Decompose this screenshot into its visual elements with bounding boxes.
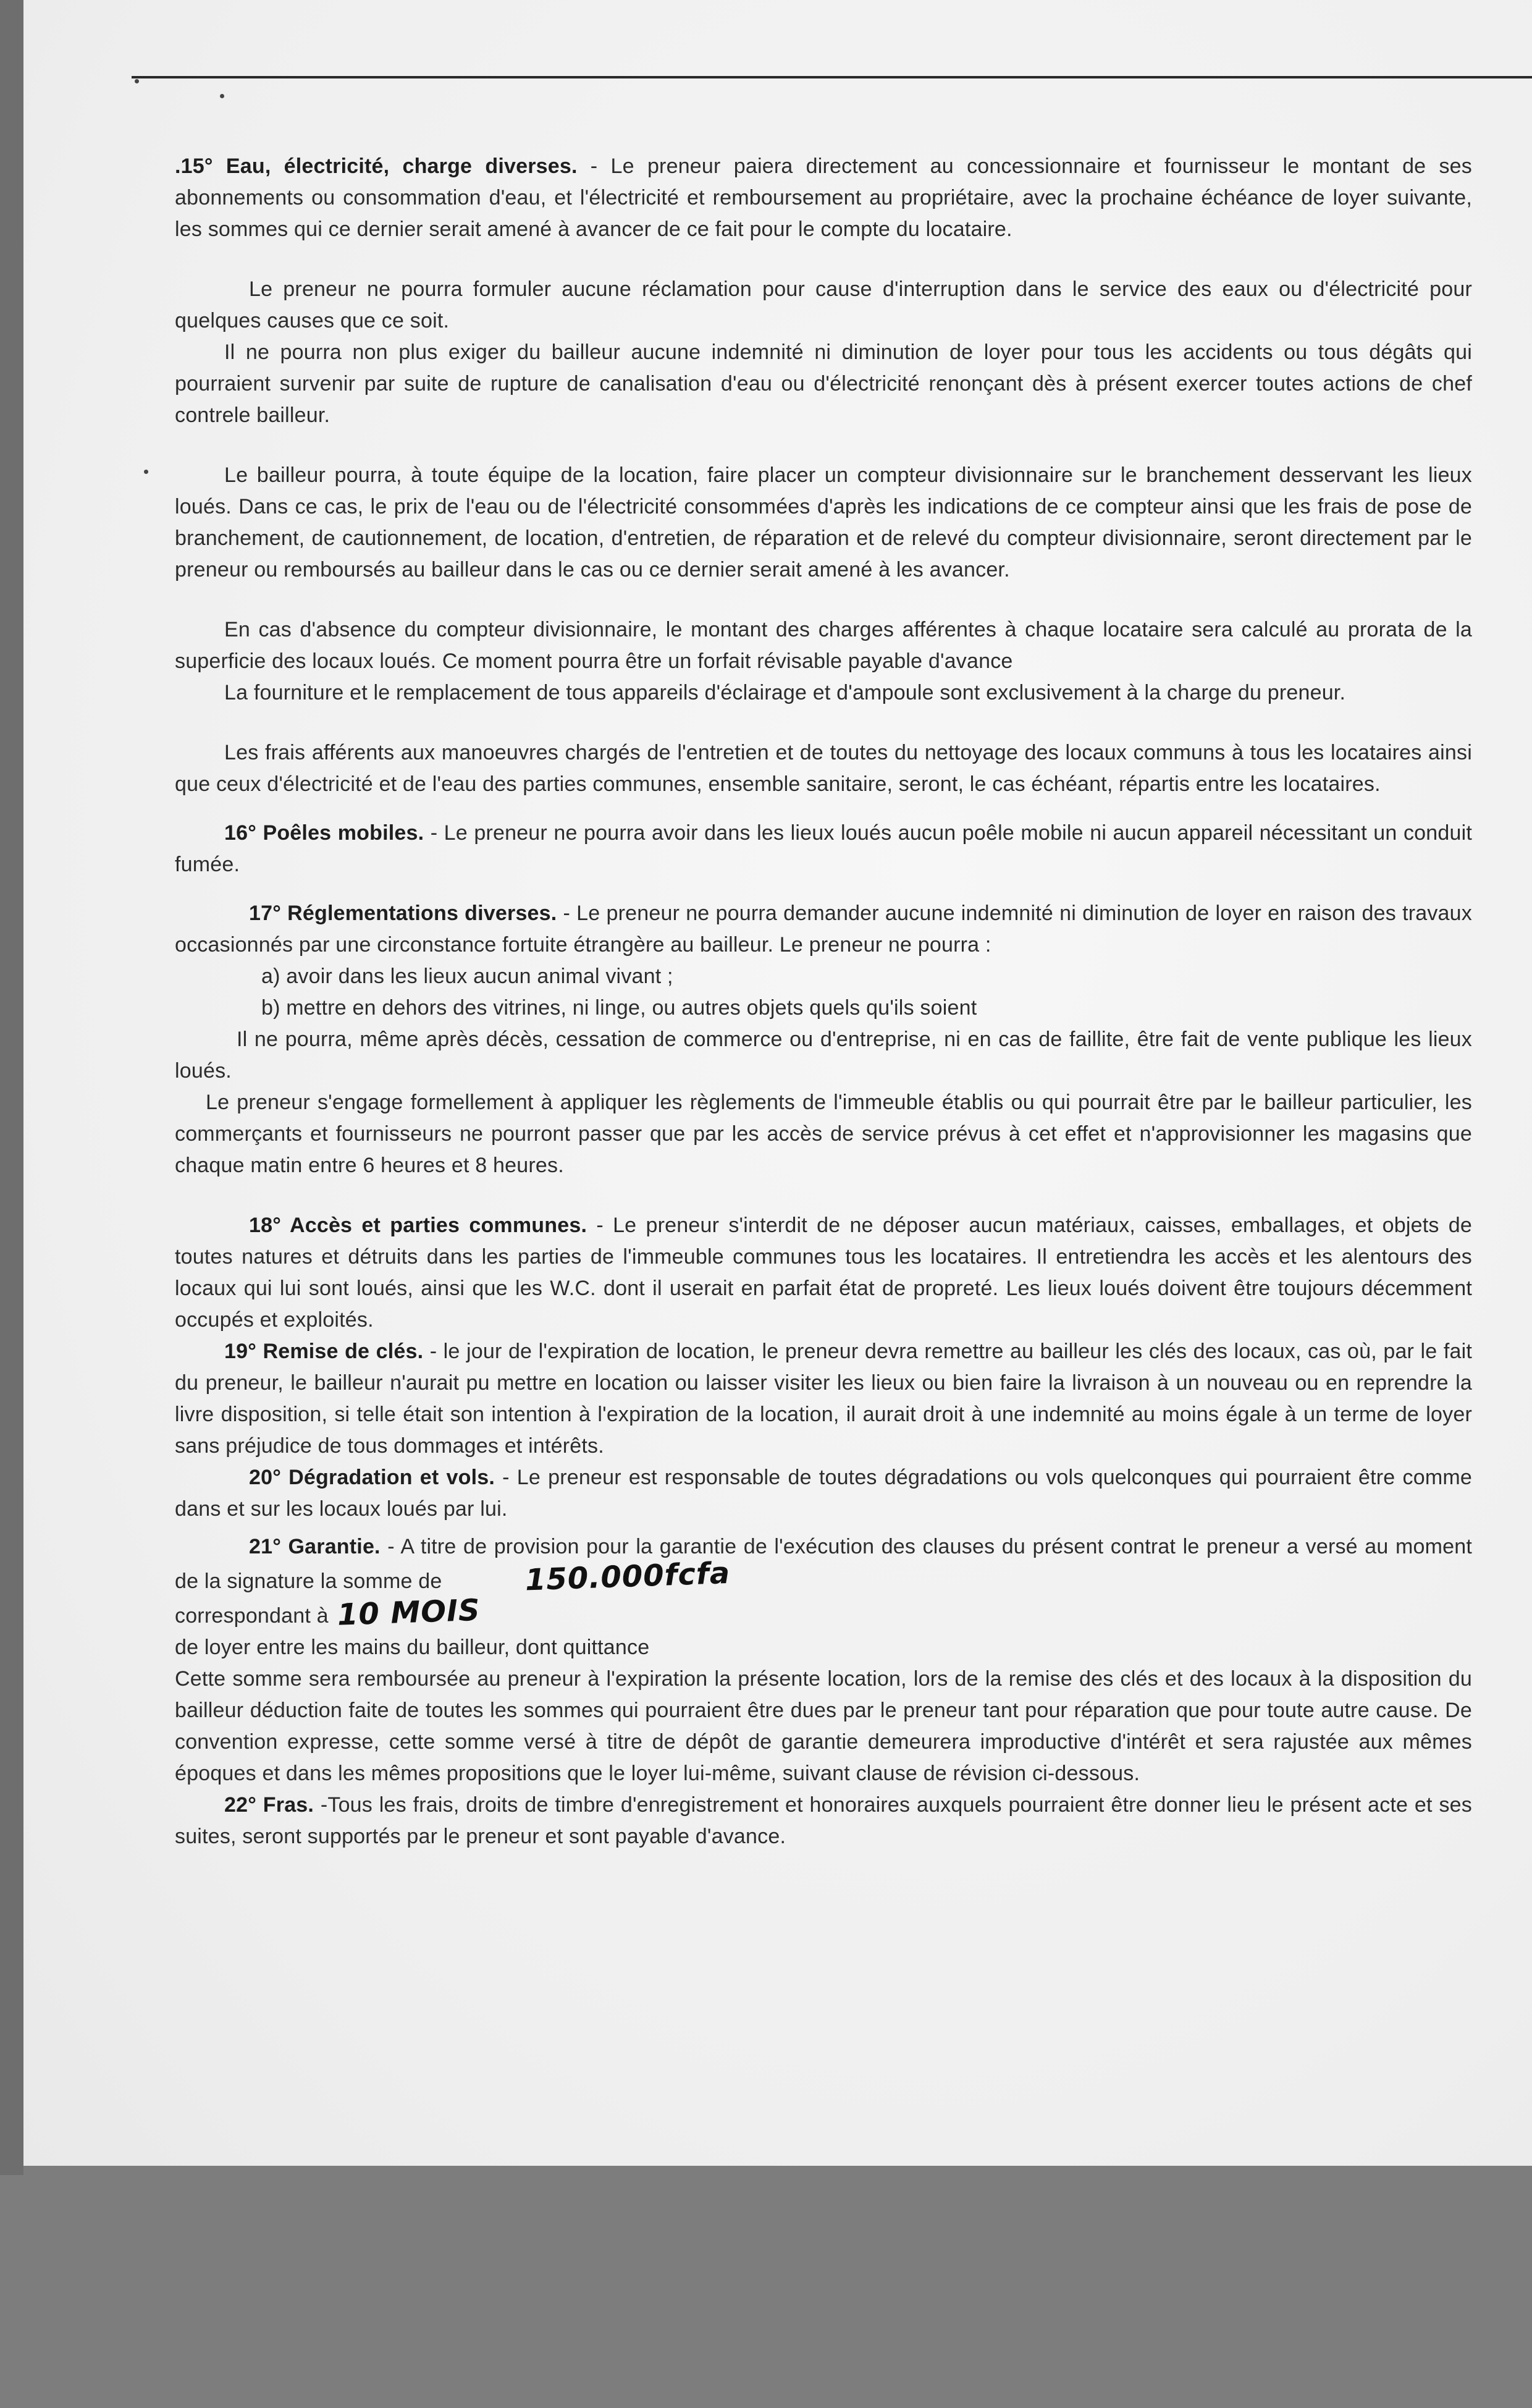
clause-heading: 17° Réglementations diverses. xyxy=(249,902,557,925)
clause-heading: .15° Eau, électricité, charge diverses. xyxy=(175,154,578,178)
paragraph: Il ne pourra, même après décès, cessation de commerce ou d'entreprise, ni en cas de faillite, être fait de vente publique les lieux loués. xyxy=(175,1028,1472,1083)
clause-text: -Tous les frais, droits de timbre d'enregistrement et honoraires auxquels pourraient être donner lieu le présent acte et ses suites, seront supportés par le preneur et sont payable d'avance. xyxy=(175,1793,1472,1848)
paragraph: Le preneur s'engage formellement à appliquer les règlements de l'immeuble établis ou qui pourrait être par le bailleur particulier, les commerçants et fournisseurs ne pourront passer que par les accès de service prévus à cet effet et n'approvisionner les magasins que chaque matin entre 6 heures et 8 heures. xyxy=(175,1091,1472,1177)
contract-text xyxy=(175,151,1472,1852)
paragraph: Cette somme sera remboursée au preneur à l'expiration la présente location, lors de la remise des clés et des locaux à la disposition du bailleur déduction faite de toutes les sommes qui pourraient être dues par le preneur tant pour réparation que pour toute autre cause. De convention expresse, cette somme versé à titre de dépôt de garantie demeurera improductive d'intérêt et sera rajustée aux mêmes époques et dans les mêmes propositions que le loyer lui-même, suivant clause de révision ci-dessous. xyxy=(175,1667,1472,1785)
paragraph: Les frais afférents aux manoeuvres chargés de l'entretien et de toutes du nettoyage des locaux communs à tous les locataires ainsi que ceux d'électricité et de l'eau des parties communes, ensemble sanitaire, seront, le cas échéant, répartis entre les locataires. xyxy=(175,741,1472,796)
clause-17 xyxy=(175,898,1472,961)
paragraph: En cas d'absence du compteur divisionnaire, le montant des charges afférentes à chaque locataire sera calculé au prorata de la superficie des locaux loués. Ce moment pourra être un forfait révisable payable d'avance xyxy=(175,618,1472,673)
list-item: a) avoir dans les lieux aucun animal vivant ; xyxy=(261,965,673,988)
paragraph: de loyer entre les mains du bailleur, dont quittance xyxy=(175,1636,650,1659)
clause-text: - Le preneur s'interdit de ne déposer aucun matériaux, caisses, emballages, et objets de toutes natures et détruits dans les parties de l'immeuble communes tous les locataires. Il entretiendra les accès et les alentours des locaux qui lui sont loués, ainsi que les W.C. dont il userait en parfait état de propreté. Les lieux loués doivent être toujours décemment occupés et exploités. xyxy=(175,1214,1472,1332)
clause-text: - Le preneur ne pourra demander aucune indemnité ni diminution de loyer en raison des travaux occasionnés par une circonstance fortuite étrangère au bailleur. Le preneur ne pourra : xyxy=(175,902,1472,957)
clause-16 xyxy=(175,817,1472,881)
clause-heading: 20° Dégradation et vols. xyxy=(249,1466,495,1489)
clause-20 xyxy=(175,1462,1472,1525)
clause-text: - le jour de l'expiration de location, le preneur devra remettre au bailleur les clés des locaux, cas où, par le fait du preneur, le bailleur n'aurait pu mettre en location ou laisser visiter les lieux ou bien faire la livraison à un nouveau ou en reprendre la livre disposition, si telle était son intention à l'expiration de la location, il aurait droit à une indemnité au moins égale à un terme de loyer sans préjudice de tous dommages et intérêts. xyxy=(175,1340,1472,1458)
paragraph: Le preneur ne pourra formuler aucune réclamation pour cause d'interruption dans le service des eaux ou d'électricité pour quelques causes que ce soit. xyxy=(175,277,1472,332)
clause-21 xyxy=(175,1531,1472,1597)
clause-heading: 18° Accès et parties communes. xyxy=(249,1214,587,1237)
handwritten-months: 10 MOIS xyxy=(336,1592,481,1633)
scan-speck xyxy=(220,94,224,98)
corresponding-line xyxy=(175,1592,1472,1633)
clause-text: - Le preneur ne pourra avoir dans les lieux loués aucun poêle mobile ni aucun appareil nécessitant un conduit fumée. xyxy=(175,821,1472,876)
clause-heading: 19° Remise de clés. xyxy=(224,1340,424,1363)
paragraph: Le bailleur pourra, à toute équipe de la location, faire placer un compteur divisionnaire sur le branchement desservant les lieux loués. Dans ce cas, le prix de l'eau ou de l'électricité consommées d'après les indications de ce compteur ainsi que les frais de pose de branchement, de cautionnement, de location, d'entretien, de réparation et de relevé du compteur divisionnaire, seront directement par le preneur ou remboursés au bailleur dans le cas ou ce dernier serait amené à les avancer. xyxy=(175,463,1472,581)
header-rule xyxy=(132,76,1532,78)
clause-19 xyxy=(175,1336,1472,1462)
clause-heading: 22° Fras. xyxy=(224,1793,314,1817)
scan-speck xyxy=(135,79,139,83)
clause-text: - Le preneur est responsable de toutes dégradations ou vols quelconques qui pourraient être comme dans et sur les locaux loués par lui. xyxy=(175,1466,1473,1521)
handwritten-amount: 150.000fcfa xyxy=(524,1555,731,1598)
clause-18 xyxy=(175,1210,1472,1336)
clause-15 xyxy=(175,151,1472,245)
corresponding-label: correspondant à xyxy=(175,1604,329,1628)
list-item: b) mettre en dehors des vitrines, ni linge, ou autres objets quels qu'ils soient xyxy=(261,996,977,1020)
clause-22 xyxy=(175,1789,1472,1852)
paragraph: La fourniture et le remplacement de tous appareils d'éclairage et d'ampoule sont exclusivement à la charge du preneur. xyxy=(224,681,1346,704)
scan-left-margin xyxy=(0,0,23,2175)
clause-text: - Le preneur paiera directement au concessionnaire et fournisseur le montant de ses abonnements ou consommation d'eau, et l'électricité et remboursement au propriétaire, avec la prochaine échéance de loyer suivante, les sommes qui ce dernier serait amené à avancer de ce fait pour le compte du locataire. xyxy=(175,154,1472,241)
clause-heading: 21° Garantie. xyxy=(249,1535,381,1558)
clause-heading: 16° Poêles mobiles. xyxy=(224,821,424,845)
scan-speck xyxy=(144,470,148,474)
paragraph: Il ne pourra non plus exiger du bailleur aucune indemnité ni diminution de loyer pour tous les accidents ou tous dégâts qui pourraient survenir par suite de rupture de canalisation d'eau ou d'électricité renonçant dès à présent exercer toutes actions de chef contrele bailleur. xyxy=(175,340,1472,427)
clause-text: - A titre de provision pour la garantie de l'exécution des clauses du présent contrat le preneur a versé au moment de la signature la somme de xyxy=(175,1535,1472,1593)
